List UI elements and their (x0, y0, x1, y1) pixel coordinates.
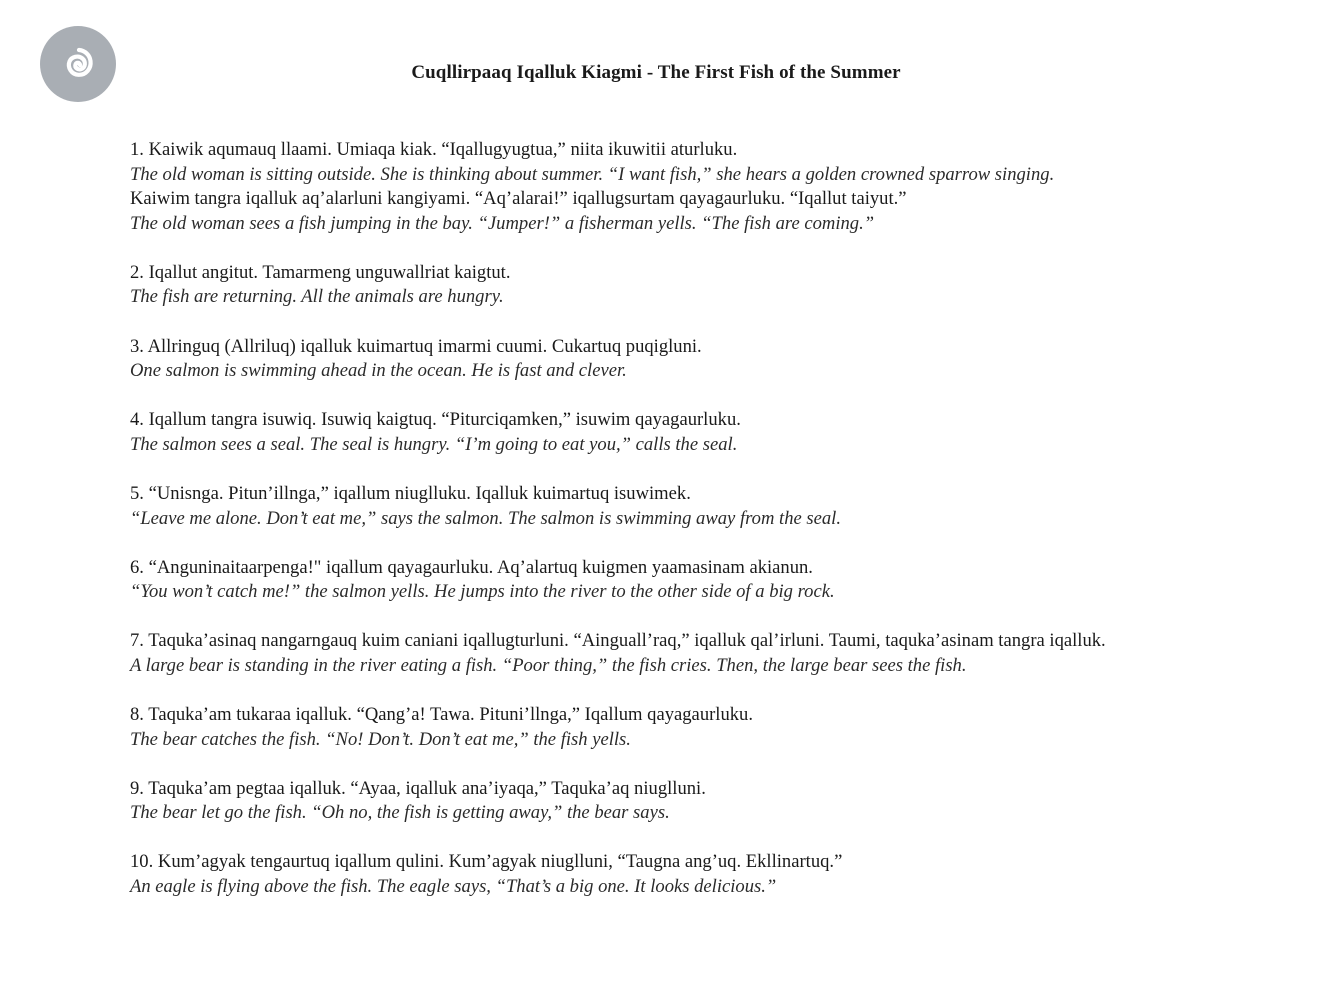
story-section-9 (130, 777, 1310, 826)
yupik-line: 7. Taquka’asinaq nangarngauq kuim caniani iqallugturluni. “Ainguall’raq,” iqalluk qal’irluni. Taumi, taquka’asinam tangra iqalluk. (130, 630, 1106, 652)
english-line: An eagle is flying above the fish. The eagle says, “That’s a big one. It looks delicious.” (130, 875, 777, 897)
english-line: The old woman sees a fish jumping in the bay. “Jumper!” a fisherman yells. “The fish are coming.” (130, 212, 875, 234)
story-section-7 (130, 629, 1310, 678)
english-line: The bear let go the fish. “Oh no, the fish is getting away,” the bear says. (130, 802, 670, 824)
english-line: A large bear is standing in the river eating a fish. “Poor thing,” the fish cries. Then, the large bear sees the fish. (130, 654, 967, 676)
story-section-5 (130, 482, 1310, 531)
story-section-4 (130, 408, 1310, 457)
document-title: Cuqllirpaaq Iqalluk Kiagmi - The First Fish of the Summer (411, 62, 901, 83)
story-body (130, 138, 1310, 924)
english-line: The bear catches the fish. “No! Don’t. Don’t eat me,” the fish yells. (130, 728, 631, 750)
story-section-3 (130, 335, 1310, 384)
english-line: One salmon is swimming ahead in the ocean. He is fast and clever. (130, 360, 627, 382)
yupik-line: 10. Kum’agyak tengaurtuq iqallum qulini. Kum’agyak niuglluni, “Taugna ang’uq. Ekllinartuq.” (130, 851, 843, 873)
yupik-line: 2. Iqallut angitut. Tamarmeng unguwallriat kaigtut. (130, 261, 511, 283)
yupik-line: 5. “Unisnga. Pitun’illnga,” iqallum niuglluku. Iqalluk kuimartuq isuwimek. (130, 482, 691, 504)
story-section-1 (130, 138, 1310, 236)
story-section-6 (130, 556, 1310, 605)
story-section-10 (130, 850, 1310, 899)
yupik-line: 6. “Anguninaitaarpenga!" iqallum qayagaurluku. Aq’alartuq kuigmen yaamasinam akianun. (130, 556, 813, 578)
yupik-line: 9. Taquka’am pegtaa iqalluk. “Ayaa, iqalluk ana’iyaqa,” Taquka’aq niuglluni. (130, 777, 706, 799)
english-line: The salmon sees a seal. The seal is hungry. “I’m going to eat you,” calls the seal. (130, 433, 738, 455)
yupik-line: 4. Iqallum tangra isuwiq. Isuwiq kaigtuq. “Piturciqamken,” isuwim qayagaurluku. (130, 409, 741, 431)
english-line: The fish are returning. All the animals are hungry. (130, 286, 504, 308)
yupik-line: 3. Allringuq (Allriluq) iqalluk kuimartuq imarmi cuumi. Cukartuq puqigluni. (130, 335, 702, 357)
yupik-line: 8. Taquka’am tukaraa iqalluk. “Qang’a! Tawa. Pituni’llnga,” Iqallum qayagaurluku. (130, 704, 754, 725)
yupik-line: 1. Kaiwik aqumauq llaami. Umiaqa kiak. “Iqallugyugtua,” niita ikuwitii aturluku. (130, 139, 738, 160)
yupik-line: Kaiwim tangra iqalluk aq’alarluni kangiyami. “Aq’alarai!” iqallugsurtam qayagaurluku. “Iqallut taiyut.” (130, 188, 907, 210)
english-line: “You won’t catch me!” the salmon yells. He jumps into the river to the other side of a big rock. (130, 581, 835, 603)
story-section-8 (130, 703, 1310, 752)
english-line: The old woman is sitting outside. She is thinking about summer. “I want fish,” she hears a golden crowned sparrow singing. (130, 163, 1055, 185)
story-section-2 (130, 261, 1310, 310)
english-line: “Leave me alone. Don’t eat me,” says the salmon. The salmon is swimming away from the seal. (130, 507, 841, 529)
